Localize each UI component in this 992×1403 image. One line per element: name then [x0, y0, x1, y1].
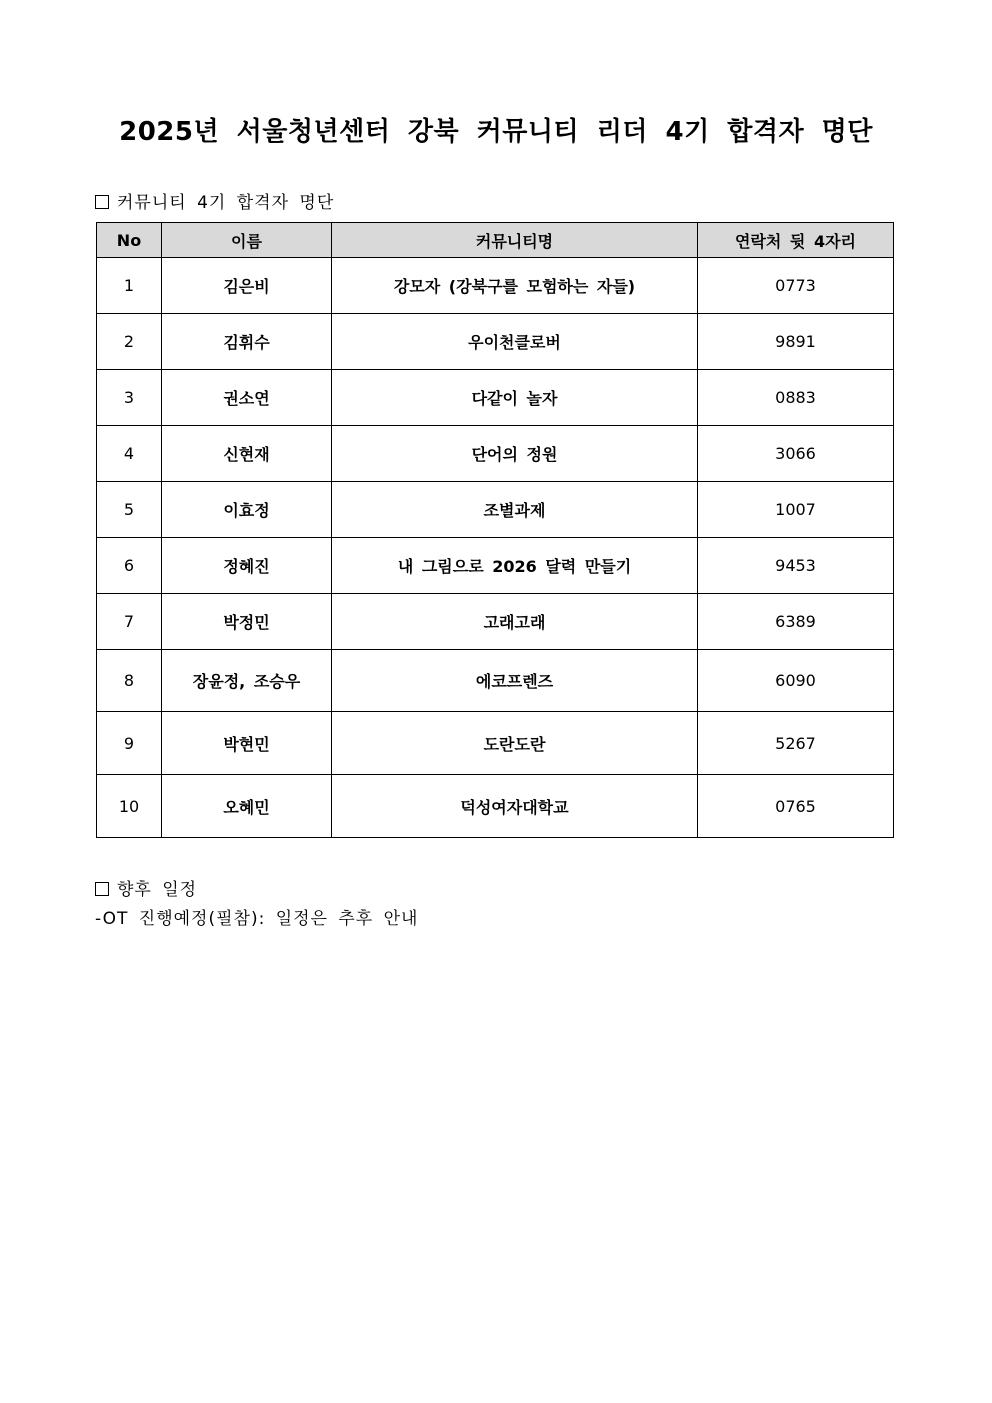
cell-contact: 9453 [698, 538, 894, 594]
cell-no: 8 [97, 650, 162, 712]
header-community: 커뮤니티명 [332, 223, 698, 258]
cell-contact: 6389 [698, 594, 894, 650]
table-row [97, 775, 894, 838]
cell-name: 권소연 [162, 370, 332, 426]
checkbox-icon [95, 882, 109, 896]
cell-no: 1 [97, 258, 162, 314]
header-contact: 연락처 뒷 4자리 [698, 223, 894, 258]
cell-name: 김은비 [162, 258, 332, 314]
cell-name: 신현재 [162, 426, 332, 482]
table-row [97, 650, 894, 712]
cell-community: 조별과제 [332, 482, 698, 538]
cell-contact: 6090 [698, 650, 894, 712]
cell-contact: 5267 [698, 712, 894, 775]
cell-no: 2 [97, 314, 162, 370]
roster-table [96, 222, 894, 838]
cell-community: 우이천클로버 [332, 314, 698, 370]
cell-name: 오혜민 [162, 775, 332, 838]
cell-no: 7 [97, 594, 162, 650]
checkbox-icon [95, 195, 109, 209]
section-heading-roster-label: 커뮤니티 4기 합격자 명단 [117, 193, 335, 213]
cell-community: 내 그림으로 2026 달력 만들기 [332, 538, 698, 594]
cell-no: 6 [97, 538, 162, 594]
cell-contact: 0773 [698, 258, 894, 314]
cell-name: 장윤정, 조승우 [162, 650, 332, 712]
cell-contact: 0765 [698, 775, 894, 838]
schedule-line: -OT 진행예정(필참): 일정은 추후 안내 [95, 909, 419, 929]
section-heading-roster [95, 188, 334, 213]
cell-community: 덕성여자대학교 [332, 775, 698, 838]
table-row [97, 370, 894, 426]
table-row [97, 594, 894, 650]
table-row [97, 314, 894, 370]
cell-contact: 1007 [698, 482, 894, 538]
cell-no: 4 [97, 426, 162, 482]
cell-community: 다같이 놀자 [332, 370, 698, 426]
cell-name: 정혜진 [162, 538, 332, 594]
table-header-row [97, 223, 894, 258]
cell-community: 도란도란 [332, 712, 698, 775]
cell-community: 에코프렌즈 [332, 650, 698, 712]
cell-name: 이효정 [162, 482, 332, 538]
cell-community: 단어의 정원 [332, 426, 698, 482]
cell-community: 고래고래 [332, 594, 698, 650]
header-name: 이름 [162, 223, 332, 258]
table-row [97, 258, 894, 314]
cell-community: 강모자 (강북구를 모험하는 자들) [332, 258, 698, 314]
cell-name: 박정민 [162, 594, 332, 650]
page-title: 2025년 서울청년센터 강북 커뮤니티 리더 4기 합격자 명단 [119, 117, 873, 147]
cell-no: 3 [97, 370, 162, 426]
section-heading-schedule [95, 875, 197, 900]
header-no: No [97, 223, 162, 258]
cell-contact: 0883 [698, 370, 894, 426]
section-heading-schedule-label: 향후 일정 [117, 880, 198, 900]
cell-contact: 3066 [698, 426, 894, 482]
cell-no: 5 [97, 482, 162, 538]
cell-name: 박현민 [162, 712, 332, 775]
table-row [97, 538, 894, 594]
cell-no: 10 [97, 775, 162, 838]
cell-contact: 9891 [698, 314, 894, 370]
table-row [97, 482, 894, 538]
table-row [97, 426, 894, 482]
cell-no: 9 [97, 712, 162, 775]
cell-name: 김휘수 [162, 314, 332, 370]
table-row [97, 712, 894, 775]
